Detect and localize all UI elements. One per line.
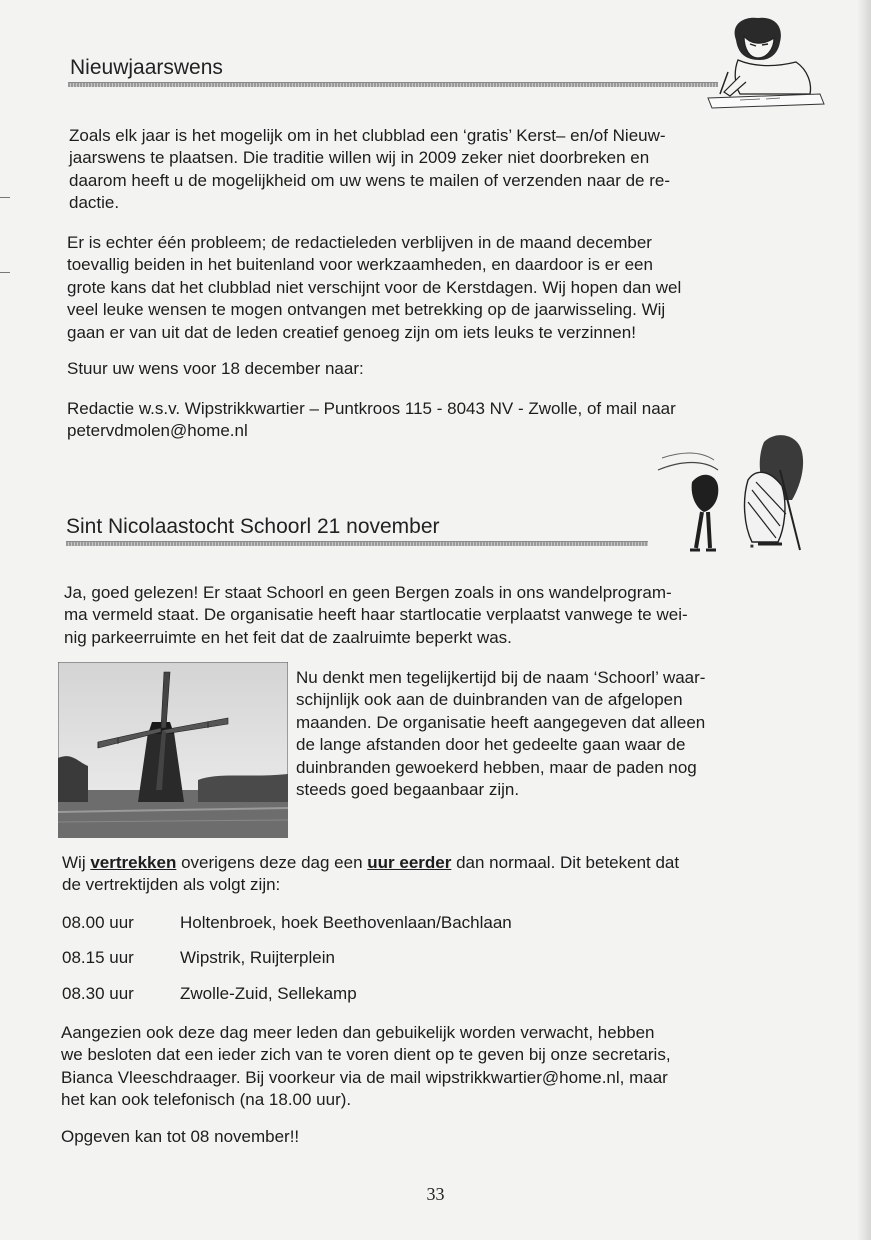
email-address: petervdmolen@home.nl <box>67 421 248 441</box>
text-line: ma vermeld staat. De organisatie heeft haar startlocatie verplaatst vanwege te wei- <box>64 605 688 625</box>
binding-mark <box>0 197 10 198</box>
paragraph-intro <box>69 125 670 215</box>
text-line: Redactie w.s.v. Wipstrikkwartier – Puntkroos 115 - 8043 NV - Zwolle, of mail naar <box>67 399 676 418</box>
text-line: Bianca Vleeschdraager. Bij voorkeur via de mail wipstrikkwartier@home.nl, maar <box>61 1067 668 1087</box>
emphasis-uur-eerder: uur eerder <box>367 853 452 872</box>
schedule-time: 08.30 uur <box>62 984 134 1003</box>
cartoon-writer-illustration <box>700 14 828 110</box>
paragraph-departure <box>62 852 679 897</box>
paragraph-problem <box>67 232 681 344</box>
paragraph-dune-fires <box>296 667 705 801</box>
text-line: duinbranden gewoekerd hebben, maar de paden nog <box>296 757 697 777</box>
text-line: veel leuke wensen te mogen ontvangen met betrekking op de jaarwisseling. Wij <box>67 300 666 320</box>
text-line: steeds goed begaanbaar zijn. <box>296 780 520 800</box>
binding-mark <box>0 272 10 273</box>
text-line: het kan ook telefonisch (na 18.00 uur). <box>61 1090 352 1110</box>
text-line <box>62 852 679 874</box>
section-heading-nieuwjaarswens: Nieuwjaarswens <box>70 56 223 79</box>
text-line: Opgeven kan tot 08 november!! <box>61 1127 300 1146</box>
schedule-time: 08.00 uur <box>62 913 134 932</box>
paragraph-deadline <box>61 1126 299 1148</box>
text-line: maanden. De organisatie heeft aangegeven dat alleen <box>296 712 706 732</box>
text-line: Nu denkt men tegelijkertijd bij de naam ‘Schoorl’ waar- <box>296 668 706 687</box>
text-line: daarom heeft u de mogelijkheid om uw wens te mailen of verzenden naar de re- <box>69 170 671 190</box>
page-number: 33 <box>426 1184 445 1204</box>
text-line: nig parkeerruimte en het feit dat de zaalruimte beperkt was. <box>64 627 512 647</box>
paragraph-send-wish <box>67 358 364 380</box>
emphasis-vertrekken: vertrekken <box>90 853 177 872</box>
text-line: toevallig beiden in het buitenland voor werkzaamheden, en daardoor is er een <box>67 255 653 275</box>
text-line: jaarswens te plaatsen. Die traditie willen wij in 2009 zeker niet doorbreken en <box>69 148 650 168</box>
text-line: Aangezien ook deze dag meer leden dan gebuikelijk worden verwacht, hebben <box>61 1023 655 1042</box>
text-line: gaan er van uit dat de leden creatief genoeg zijn om iets leuks te verzinnen! <box>67 322 636 342</box>
page-edge-shadow <box>857 0 871 1240</box>
schedule-place: Holtenbroek, hoek Beethovenlaan/Bachlaan <box>180 913 512 932</box>
text-line: schijnlijk ook aan de duinbranden van de afgelopen <box>296 690 683 710</box>
heading-rule <box>66 541 648 546</box>
paragraph-registration <box>61 1022 671 1112</box>
text-fragment: overigens deze dag een <box>176 853 368 872</box>
text-line: we besloten dat een ieder zich van te voren dient op te geven bij onze secretaris, <box>61 1045 671 1065</box>
svg-text:■: ■ <box>750 544 754 550</box>
text-line: Stuur uw wens voor 18 december naar: <box>67 359 364 378</box>
heading-rule <box>68 82 718 87</box>
sinterklaas-illustration <box>652 430 818 560</box>
text-fragment: Wij <box>62 853 91 872</box>
text-line: dactie. <box>69 193 120 213</box>
text-line: Zoals elk jaar is het mogelijk om in het clubblad een ‘gratis’ Kerst– en/of Nieuw- <box>69 126 666 145</box>
text-line: grote kans dat het clubblad niet verschijnt voor de Kerstdagen. Wij hopen dan wel <box>67 277 682 297</box>
schedule-place: Zwolle-Zuid, Sellekamp <box>180 984 357 1003</box>
text-line: Er is echter één probleem; de redactieleden verblijven in de maand december <box>67 233 652 252</box>
text-line: Ja, goed gelezen! Er staat Schoorl en geen Bergen zoals in ons wandelprogram- <box>64 583 672 602</box>
text-line: de lange afstanden door het gedeelte gaan waar de <box>296 735 686 755</box>
text-line: de vertrektijden als volgt zijn: <box>62 875 281 895</box>
schedule-place: Wipstrik, Ruijterplein <box>180 948 335 967</box>
paragraph-address <box>67 398 676 443</box>
text-fragment: dan normaal. Dit betekent dat <box>451 853 680 872</box>
paragraph-location <box>64 582 688 649</box>
schedule-time: 08.15 uur <box>62 948 134 967</box>
section-heading-sint-nicolaastocht: Sint Nicolaastocht Schoorl 21 november <box>66 515 440 538</box>
windmill-photo <box>58 662 288 838</box>
